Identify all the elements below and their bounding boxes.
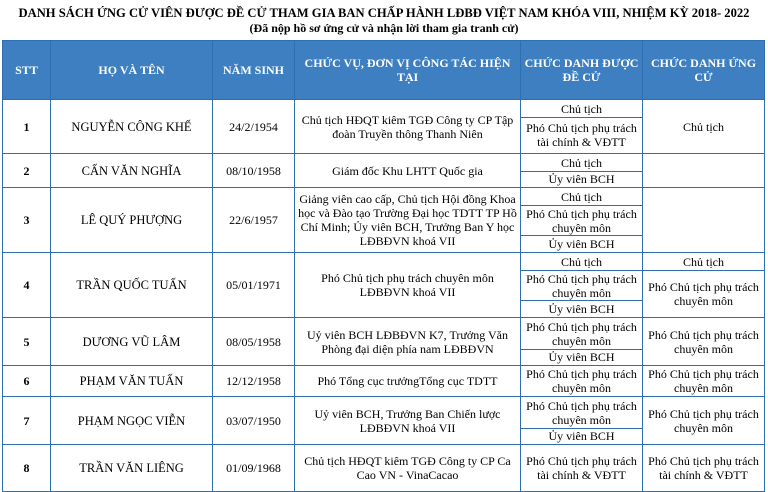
page-subtitle: (Đã nộp hồ sơ ứng cử và nhận lời tham gia tranh cử)	[249, 21, 519, 35]
table-row	[3, 253, 765, 318]
row-birth: 03/07/1950	[213, 397, 295, 445]
nominated-title: Phó Chủ tịch phụ trách tài chính & VĐTT	[521, 117, 642, 153]
table-row	[3, 445, 765, 492]
row-birth: 12/12/1958	[213, 366, 295, 397]
row-nominated	[521, 188, 643, 253]
row-name: DƯƠNG VŨ LÂM	[51, 318, 213, 366]
row-running	[643, 253, 765, 318]
row-nominated	[521, 445, 643, 492]
row-position: Giám đốc Khu LHTT Quốc gia	[295, 154, 521, 188]
row-stt: 7	[3, 397, 51, 445]
row-name: TRẦN QUỐC TUẤN	[51, 253, 213, 318]
nominated-title: Ủy viên BCH	[521, 300, 642, 316]
running-title: Chủ tịch	[683, 119, 724, 134]
running-title: Phó Chủ tịch phụ trách chuyên môn	[648, 406, 759, 435]
running-title: Phó Chủ tịch phụ trách tài chính & VĐTT	[648, 454, 759, 482]
row-stt: 8	[3, 445, 51, 492]
row-birth: 05/01/1971	[213, 253, 295, 318]
candidate-table	[2, 40, 765, 492]
row-position: Giảng viên cao cấp, Chủ tịch Hội đồng Khoa học và Đào tạo Trường Đại học TDTT TP Hồ Chí Minh; Ủy viên BCH, Trưởng Ban Y học LĐBĐVN khoá VII	[295, 188, 521, 253]
nominated-title: Chủ tịch	[561, 255, 602, 269]
nominated-title: Phó Chủ tịch phụ trách chuyên môn	[526, 319, 637, 348]
nominated-title: Ủy viên BCH	[521, 428, 642, 444]
row-nominated	[521, 318, 643, 366]
row-running	[643, 445, 765, 492]
row-name: CẤN VĂN NGHĨA	[51, 154, 213, 188]
row-stt: 5	[3, 318, 51, 366]
running-title	[643, 154, 764, 187]
nominated-title: Phó Chủ tịch phụ trách tài chính & VĐTT	[526, 454, 637, 482]
row-stt: 1	[3, 100, 51, 154]
nominated-title: Phó Chủ tịch phụ trách chuyên môn	[521, 270, 642, 300]
nominated-title: Ủy viên BCH	[521, 171, 642, 187]
row-running	[643, 188, 765, 253]
nominated-title: Phó Chủ tịch phụ trách chuyên môn	[526, 367, 637, 395]
row-name: TRẦN VĂN LIÊNG	[51, 445, 213, 492]
row-name: LÊ QUÝ PHƯỢNG	[51, 188, 213, 253]
nominated-title: Chủ tịch	[561, 155, 602, 170]
row-name: PHẠM NGỌC VIỄN	[51, 397, 213, 445]
nominated-title: Chủ tịch	[561, 101, 602, 116]
row-nominated	[521, 397, 643, 445]
row-position: Uỷ viên BCH LĐBĐVN K7, Trưởng Văn Phòng đại diện phía nam LĐBĐVN	[295, 318, 521, 366]
row-birth: 22/6/1957	[213, 188, 295, 253]
row-birth: 08/10/1958	[213, 154, 295, 188]
table-row	[3, 154, 765, 188]
table-header-row	[3, 41, 765, 100]
row-nominated	[521, 366, 643, 397]
row-birth: 08/05/1958	[213, 318, 295, 366]
row-name: PHẠM VĂN TUẤN	[51, 366, 213, 397]
row-position: Phó Tổng cục trưởngTổng cục TDTT	[295, 366, 521, 397]
row-nominated	[521, 253, 643, 318]
col-header-birth: NĂM SINH	[213, 41, 295, 100]
row-running	[643, 397, 765, 445]
col-header-nominated: CHỨC DANH ĐƯỢC ĐỀ CỬ	[521, 41, 643, 100]
running-title: Chủ tịch	[683, 255, 724, 269]
running-title: Phó Chủ tịch phụ trách chuyên môn	[648, 367, 759, 395]
row-stt: 2	[3, 154, 51, 188]
col-header-name: HỌ VÀ TÊN	[51, 41, 213, 100]
col-header-position: CHỨC VỤ, ĐƠN VỊ CÔNG TÁC HIỆN TẠI	[295, 41, 521, 100]
nominated-title: Phó Chủ tịch phụ trách chuyên môn	[526, 398, 637, 427]
table-row	[3, 100, 765, 154]
page-title: DANH SÁCH ỨNG CỬ VIÊN ĐƯỢC ĐỀ CỬ THAM GIA BAN CHẤP HÀNH LĐBĐ VIỆT NAM KHÓA VIII, NHIỆM KỲ 2018- 2022	[18, 6, 750, 20]
table-row	[3, 188, 765, 253]
col-header-stt: STT	[3, 41, 51, 100]
row-position: Chủ tịch HĐQT kiêm TGĐ Công ty CP Tập đoàn Truyền thông Thanh Niên	[295, 100, 521, 154]
row-position: Uỷ viên BCH, Trưởng Ban Chiến lược LĐBĐVN khoá VII	[295, 397, 521, 445]
nominated-title: Ủy viên BCH	[521, 349, 642, 365]
running-title	[643, 188, 764, 252]
table-row	[3, 397, 765, 445]
nominated-title: Phó Chủ tịch phụ trách chuyên môn	[521, 205, 642, 235]
table-row	[3, 318, 765, 366]
nominated-title: Chủ tịch	[561, 190, 602, 204]
row-stt: 4	[3, 253, 51, 318]
row-nominated	[521, 100, 643, 154]
row-birth: 24/2/1954	[213, 100, 295, 154]
row-running	[643, 100, 765, 154]
row-position: Phó Chủ tịch phụ trách chuyên môn LĐBĐVN khoá VII	[295, 253, 521, 318]
nominated-title: Ủy viên BCH	[521, 235, 642, 251]
col-header-running: CHỨC DANH ỨNG CỬ	[643, 41, 765, 100]
row-stt: 6	[3, 366, 51, 397]
table-row	[3, 366, 765, 397]
row-running	[643, 318, 765, 366]
running-title: Phó Chủ tịch phụ trách chuyên môn	[643, 270, 764, 316]
row-stt: 3	[3, 188, 51, 253]
row-running	[643, 154, 765, 188]
running-title: Phó Chủ tịch phụ trách chuyên môn	[648, 327, 759, 356]
row-birth: 01/09/1968	[213, 445, 295, 492]
row-name: NGUYỄN CÔNG KHẾ	[51, 100, 213, 154]
row-position: Chủ tịch HĐQT kiêm TGĐ Công ty CP Ca Cao VN - VinaCacao	[295, 445, 521, 492]
row-running	[643, 366, 765, 397]
row-nominated	[521, 154, 643, 188]
